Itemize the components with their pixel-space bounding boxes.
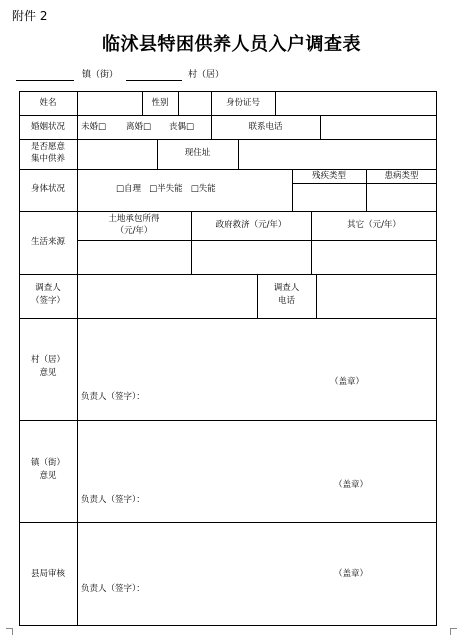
crop-mark: [6, 628, 13, 635]
row-divider: [292, 183, 437, 184]
town-opinion-line1: 镇（街）: [30, 458, 65, 468]
col-divider: [178, 91, 179, 115]
government-relief-label: 政府救济（元/年）: [215, 220, 287, 230]
other-income-label: 其它（元/年）: [347, 220, 401, 230]
illness-type-label: 患病类型: [384, 171, 419, 181]
town-signer: 负责人（签字）：: [81, 495, 145, 505]
county-signer: 负责人（签字）：: [81, 584, 145, 594]
col-divider: [316, 274, 317, 318]
row-divider: [19, 115, 437, 116]
town-opinion-line2: 意见: [39, 471, 57, 481]
row-divider: [19, 318, 437, 319]
disability-type-label: 残疾类型: [311, 171, 346, 181]
village-seal: （盖章）: [330, 377, 365, 387]
annex-label: 附件 2: [12, 9, 48, 23]
address-label: 现住址: [184, 148, 211, 158]
unmarried-checkbox[interactable]: 未婚□: [81, 122, 107, 132]
investigator-phone-line1: 调查人: [273, 283, 300, 293]
investigator-phone-line2: 电话: [277, 296, 295, 306]
col-divider: [77, 91, 78, 626]
village-blank[interactable]: [126, 80, 182, 81]
land-income-line1: 土地承包所得: [108, 214, 160, 224]
gender-label: 性别: [151, 98, 169, 108]
village-signer: 负责人（签字）：: [81, 392, 145, 402]
col-divider: [238, 139, 239, 169]
health-options[interactable]: □自理 □半失能 □失能: [116, 184, 216, 194]
willing-label-line2: 集中供养: [30, 154, 65, 164]
village-opinion-line1: 村（居）: [30, 355, 65, 365]
row-divider: [77, 240, 437, 241]
town-label: 镇（街）: [82, 70, 119, 80]
marital-status-label: 婚姻状况: [30, 122, 65, 132]
crop-mark: [450, 628, 457, 635]
col-divider: [275, 91, 276, 115]
village-label: 村（居）: [188, 70, 225, 80]
county-seal: （盖章）: [334, 569, 369, 579]
town-blank[interactable]: [16, 80, 74, 81]
row-divider: [19, 211, 437, 212]
income-source-label: 生活来源: [30, 237, 65, 247]
name-label: 姓名: [39, 98, 57, 108]
col-divider: [320, 115, 321, 139]
row-divider: [19, 274, 437, 275]
willing-label-line1: 是否愿意: [30, 142, 65, 152]
county-review-label: 县局审核: [30, 569, 65, 579]
divorced-checkbox[interactable]: 离婚□: [126, 122, 152, 132]
phone-label: 联系电话: [248, 122, 283, 132]
row-divider: [19, 139, 437, 140]
town-seal: （盖章）: [334, 480, 369, 490]
id-number-label: 身份证号: [225, 98, 260, 108]
form-title: 临沭县特困供养人员入户调查表: [102, 34, 361, 55]
investigator-label-line1: 调查人: [35, 283, 61, 293]
row-divider: [19, 420, 437, 421]
village-opinion-line2: 意见: [39, 368, 57, 378]
widowed-checkbox[interactable]: 丧偶□: [169, 122, 195, 132]
row-divider: [19, 522, 437, 523]
health-status-label: 身体状况: [30, 184, 65, 194]
land-income-line2: （元/年）: [115, 226, 153, 236]
row-divider: [19, 169, 437, 170]
investigator-label-line2: （签字）: [30, 296, 65, 306]
